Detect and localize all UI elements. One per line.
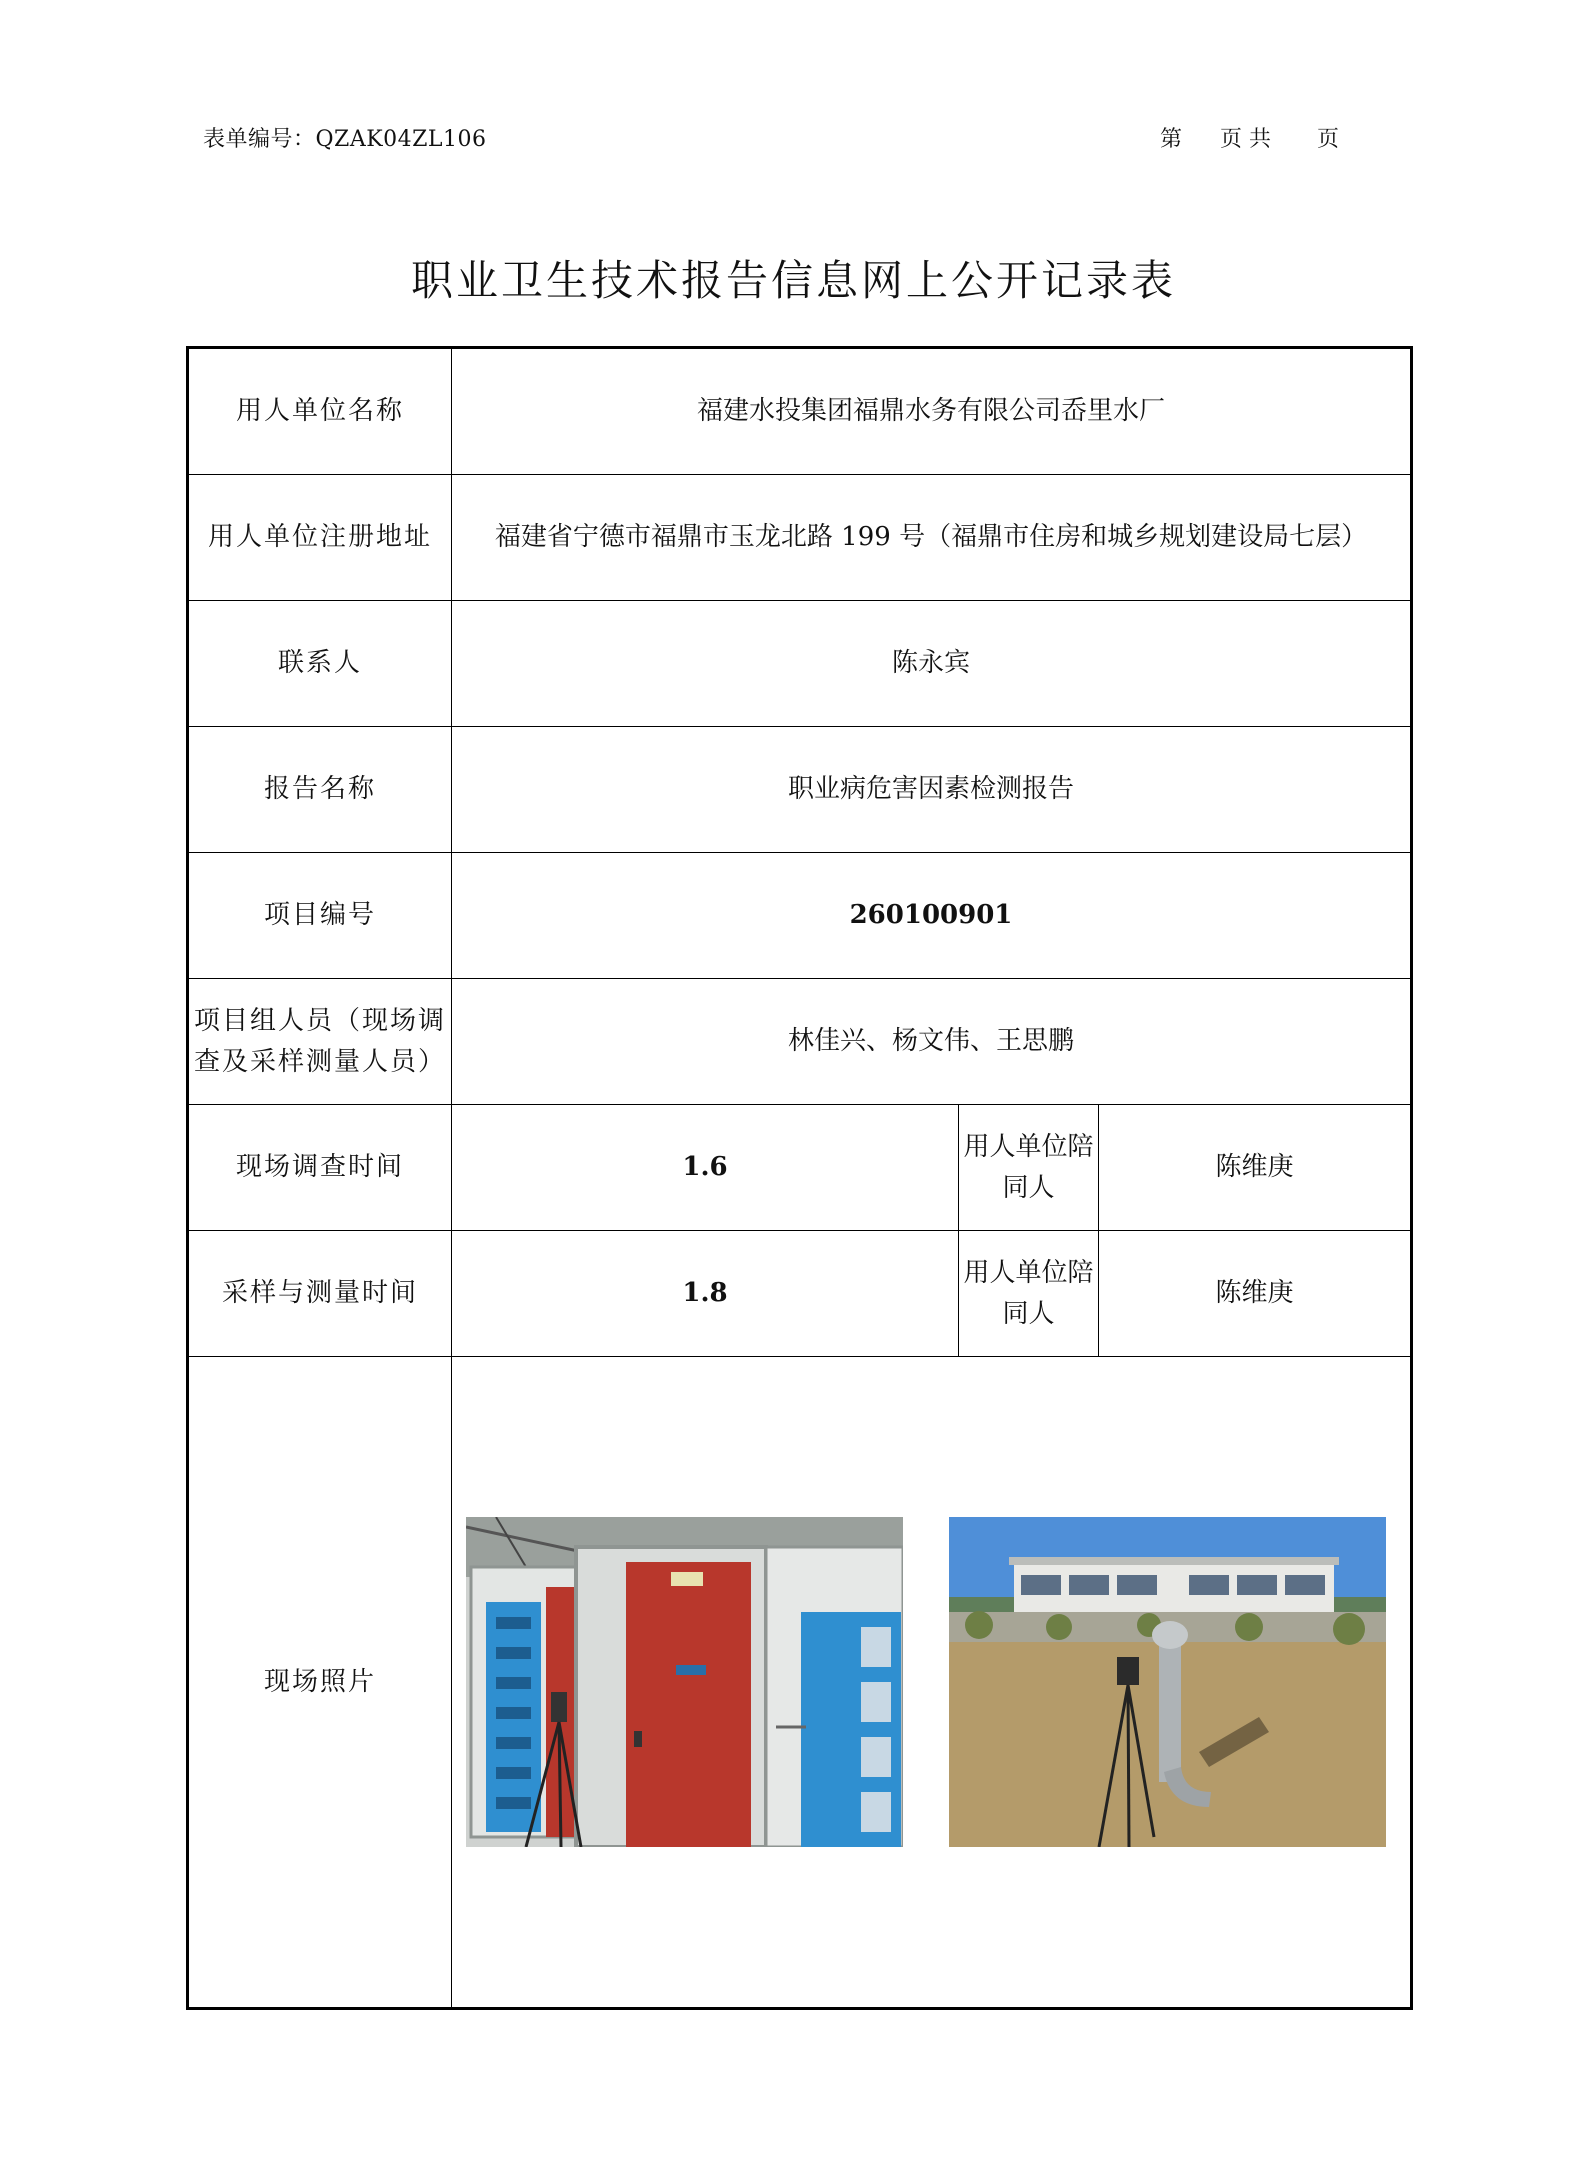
photos-cell <box>452 1357 1412 2009</box>
survey-time-label: 现场调查时间 <box>188 1105 452 1231</box>
photos-label: 现场照片 <box>188 1357 452 2009</box>
table-row <box>188 348 1412 475</box>
sampling-companion-value: 陈维庚 <box>1099 1231 1412 1357</box>
contact-label: 联系人 <box>188 601 452 727</box>
employer-address-value: 福建省宁德市福鼎市玉龙北路 199 号（福鼎市住房和城乡规划建设局七层） <box>452 475 1412 601</box>
table-row <box>188 1105 1412 1231</box>
survey-time-value: 1.6 <box>452 1105 959 1231</box>
table-row <box>188 1357 1412 2009</box>
contact-value: 陈永宾 <box>452 601 1412 727</box>
sampling-companion-label: 用人单位陪同人 <box>959 1231 1099 1357</box>
page-counter-di: 第 <box>1160 127 1183 152</box>
table-row <box>188 1231 1412 1357</box>
employer-name-label: 用人单位名称 <box>188 348 452 475</box>
project-members-value: 林佳兴、杨文伟、王思鹏 <box>452 979 1412 1105</box>
project-members-label: 项目组人员（现场调查及采样测量人员） <box>188 979 452 1105</box>
site-photo-outdoor <box>949 1517 1386 1847</box>
site-photo-cabinets <box>466 1517 903 1847</box>
report-name-label: 报告名称 <box>188 727 452 853</box>
table-row <box>188 601 1412 727</box>
table-row <box>188 853 1412 979</box>
page-counter-ye-gong: 页 共 <box>1220 127 1271 152</box>
page-counter-ye: 页 <box>1317 127 1340 152</box>
survey-companion-label: 用人单位陪同人 <box>959 1105 1099 1231</box>
project-number-value: 260100901 <box>452 853 1412 979</box>
page-title: 职业卫生技术报告信息网上公开记录表 <box>410 256 1176 305</box>
sampling-time-value: 1.8 <box>452 1231 959 1357</box>
survey-companion-value: 陈维庚 <box>1099 1105 1412 1231</box>
report-name-value: 职业病危害因素检测报告 <box>452 727 1412 853</box>
table-row <box>188 979 1412 1105</box>
employer-address-label: 用人单位注册地址 <box>188 475 452 601</box>
table-row <box>188 475 1412 601</box>
employer-name-value: 福建水投集团福鼎水务有限公司岙里水厂 <box>452 348 1412 475</box>
form-number: 表单编号：QZAK04ZL106 <box>203 127 487 152</box>
record-table <box>186 346 1413 2010</box>
sampling-time-label: 采样与测量时间 <box>188 1231 452 1357</box>
project-number-label: 项目编号 <box>188 853 452 979</box>
table-row <box>188 727 1412 853</box>
